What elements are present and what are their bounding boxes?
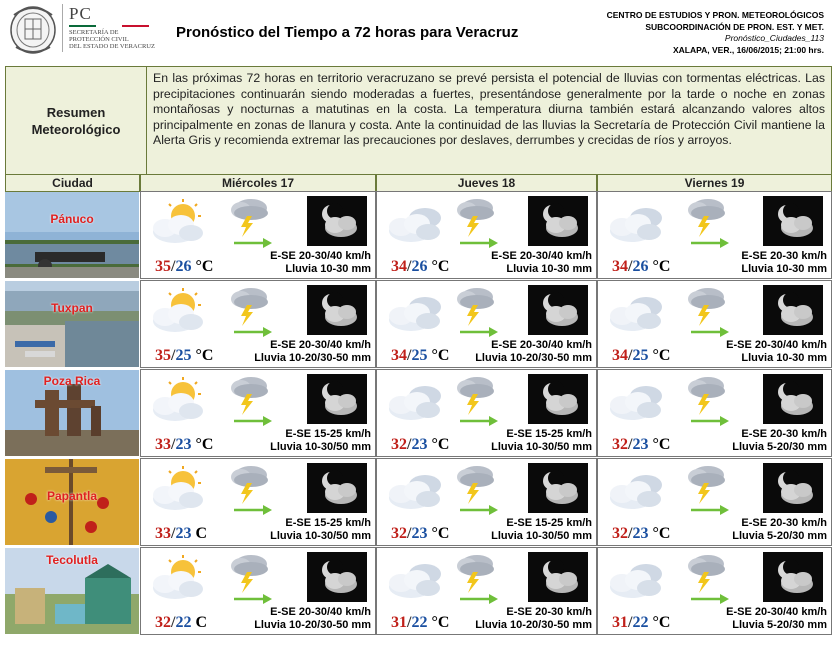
- temp-unit: C: [195, 525, 208, 542]
- day-forecast-cell: [597, 191, 832, 279]
- night-cloudy-icon: [307, 463, 367, 518]
- temp-unit: C: [195, 614, 208, 631]
- city-name: Tuxpan: [51, 301, 93, 315]
- summary-text: En las próximas 72 horas en territorio veracruzano se prevé persista el potencial de lluvias con tormentas eléctricas. Las precipitaciones continuarán siendo moderadas a fuertes, presentándose generalmente por la tarde o noche en zonas montañosas y nocturnas a matutinas en la costa. La temperatura diurna también estará alcanzando valores altos principalmente en zonas de llanura y costa. Ante la continuidad de las lluvias la Secretaría de Protección Civil mantiene la Alerta Gris y recomienda extremar las precauciones por deslaves, derrumbes y crecidas de ríos y arroyos.: [153, 71, 825, 147]
- forecast-id: Pronóstico_Ciudades_113: [724, 33, 824, 43]
- night-cloudy-icon: [528, 196, 588, 251]
- day-forecast-cell: [376, 369, 597, 457]
- night-cloudy-icon: [763, 552, 823, 607]
- wind-text: E-SE 20-30/40 km/h: [270, 250, 371, 262]
- wind-rain-info: [491, 250, 592, 276]
- max-temp: 35: [155, 258, 171, 275]
- flag-green: [69, 25, 96, 27]
- wind-text: E-SE 20-30/40 km/h: [270, 339, 371, 351]
- max-temp: 34: [391, 258, 407, 275]
- min-temp: 23: [632, 436, 649, 453]
- column-header-city: Ciudad: [5, 174, 140, 192]
- table-row: [5, 280, 832, 368]
- wind-text: E-SE 15-25 km/h: [506, 428, 592, 440]
- max-temp: 31: [391, 614, 407, 631]
- min-temp: 23: [632, 525, 649, 542]
- wind-arrow-icon: [690, 236, 730, 254]
- wind-text: E-SE 15-25 km/h: [506, 517, 592, 529]
- max-temp: 32: [612, 436, 628, 453]
- max-temp: 31: [612, 614, 628, 631]
- rain-text: Lluvia 10-30 mm: [285, 263, 371, 275]
- temp-unit: °C: [431, 525, 450, 542]
- issuer-subcoordination: SUBCOORDINACIÓN DE PRON. EST. Y MET.: [645, 21, 824, 32]
- temp-separator: /: [628, 436, 633, 453]
- wind-arrow-icon: [233, 414, 273, 432]
- partly-cloudy-icon: [145, 376, 217, 433]
- day-forecast-cell: [376, 280, 597, 368]
- wind-text: E-SE 20-30/40 km/h: [491, 339, 592, 351]
- table-row: [5, 191, 832, 279]
- rain-text: Lluvia 10-20/30-50 mm: [254, 619, 371, 631]
- min-temp: 25: [175, 347, 192, 364]
- min-temp: 23: [411, 436, 428, 453]
- city-name: Poza Rica: [43, 374, 101, 388]
- cloudy-icon: [602, 198, 674, 255]
- temp-unit: °C: [652, 525, 671, 542]
- temp-separator: /: [407, 614, 412, 631]
- wind-text: E-SE 20-30/40 km/h: [726, 339, 827, 351]
- max-temp: 32: [612, 525, 628, 542]
- wind-arrow-icon: [233, 236, 273, 254]
- cloudy-icon: [381, 465, 453, 522]
- night-cloudy-icon: [528, 552, 588, 607]
- day-forecast-cell: [140, 547, 376, 635]
- min-temp: 22: [632, 614, 649, 631]
- wind-arrow-icon: [690, 592, 730, 610]
- temp-unit: °C: [431, 347, 450, 364]
- temp-unit: °C: [652, 347, 671, 364]
- temperature: [391, 614, 449, 632]
- cloudy-icon: [602, 376, 674, 433]
- cloudy-icon: [381, 198, 453, 255]
- wind-text: E-SE 20-30 km/h: [741, 428, 827, 440]
- wind-rain-info: [270, 250, 371, 276]
- temp-unit: °C: [652, 436, 671, 453]
- table-row: [5, 547, 832, 635]
- temp-separator: /: [407, 436, 412, 453]
- day-forecast-cell: [140, 458, 376, 546]
- min-temp: 26: [175, 258, 192, 275]
- temp-separator: /: [171, 436, 176, 453]
- night-cloudy-icon: [528, 374, 588, 429]
- city-cell: [5, 281, 139, 367]
- rain-text: Lluvia 10-20/30-50 mm: [254, 352, 371, 364]
- wind-rain-info: [254, 606, 371, 632]
- wind-rain-info: [741, 250, 827, 276]
- wind-arrow-icon: [233, 503, 273, 521]
- temperature: [391, 258, 449, 276]
- wind-text: E-SE 20-30 km/h: [741, 517, 827, 529]
- wind-text: E-SE 15-25 km/h: [285, 428, 371, 440]
- pc-logo-line: PROTECCIÓN CIVIL: [69, 36, 129, 43]
- min-temp: 25: [411, 347, 428, 364]
- night-cloudy-icon: [307, 374, 367, 429]
- page-title: Pronóstico del Tiempo a 72 horas para Veracruz: [176, 24, 519, 41]
- max-temp: 33: [155, 525, 171, 542]
- rain-text: Lluvia 5-20/30 mm: [732, 530, 827, 542]
- temp-separator: /: [628, 347, 633, 364]
- rain-text: Lluvia 10-30/50 mm: [491, 441, 592, 453]
- issue-datetime: XALAPA, VER., 16/06/2015; 21:00 hrs.: [672, 44, 824, 55]
- wind-text: E-SE 20-30/40 km/h: [726, 606, 827, 618]
- wind-arrow-icon: [690, 414, 730, 432]
- flag-white: [96, 25, 123, 27]
- temperature: [391, 347, 449, 365]
- max-temp: 32: [391, 436, 407, 453]
- table-row: [5, 369, 832, 457]
- rain-text: Lluvia 5-20/30 mm: [732, 619, 827, 631]
- partly-cloudy-icon: [145, 465, 217, 522]
- temp-separator: /: [171, 525, 176, 542]
- wind-rain-info: [491, 517, 592, 543]
- wind-text: E-SE 20-30/40 km/h: [491, 250, 592, 262]
- night-cloudy-icon: [307, 552, 367, 607]
- min-temp: 23: [175, 525, 192, 542]
- max-temp: 34: [612, 258, 628, 275]
- table-header: [5, 174, 832, 191]
- temperature: [612, 614, 670, 632]
- temp-unit: °C: [431, 614, 450, 631]
- city-photo: [5, 281, 139, 367]
- night-cloudy-icon: [763, 374, 823, 429]
- night-cloudy-icon: [528, 285, 588, 340]
- city-cell: [5, 548, 139, 634]
- temperature: [391, 525, 449, 543]
- city-cell: [5, 459, 139, 545]
- city-photo: [5, 192, 139, 278]
- temp-separator: /: [171, 258, 176, 275]
- day-forecast-cell: [597, 369, 832, 457]
- night-cloudy-icon: [763, 196, 823, 251]
- wind-text: E-SE 20-30 km/h: [741, 250, 827, 262]
- min-temp: 25: [632, 347, 649, 364]
- weather-summary: [5, 66, 832, 175]
- pc-flag-stripe: [69, 25, 149, 27]
- rain-text: Lluvia 5-20/30 mm: [732, 441, 827, 453]
- temp-unit: °C: [652, 614, 671, 631]
- wind-rain-info: [475, 606, 592, 632]
- flag-red: [122, 25, 149, 27]
- wind-rain-info: [270, 428, 371, 454]
- min-temp: 26: [632, 258, 649, 275]
- partly-cloudy-icon: [145, 198, 217, 255]
- city-name: Pánuco: [50, 212, 94, 226]
- day-forecast-cell: [140, 369, 376, 457]
- wind-rain-info: [726, 606, 827, 632]
- night-cloudy-icon: [763, 463, 823, 518]
- min-temp: 23: [175, 436, 192, 453]
- table-row: [5, 458, 832, 546]
- temp-separator: /: [407, 525, 412, 542]
- temp-separator: /: [628, 614, 633, 631]
- day-forecast-cell: [140, 280, 376, 368]
- cloudy-icon: [602, 287, 674, 344]
- wind-rain-info: [270, 517, 371, 543]
- temperature: [612, 258, 670, 276]
- rain-text: Lluvia 10-30 mm: [741, 263, 827, 275]
- rain-text: Lluvia 10-20/30-50 mm: [475, 619, 592, 631]
- night-cloudy-icon: [307, 285, 367, 340]
- rain-text: Lluvia 10-30/50 mm: [491, 530, 592, 542]
- day-forecast-cell: [597, 458, 832, 546]
- cloudy-icon: [602, 554, 674, 611]
- cloudy-icon: [381, 376, 453, 433]
- temperature: [155, 614, 207, 632]
- pc-logo-title: PC: [69, 4, 92, 23]
- min-temp: 22: [411, 614, 428, 631]
- wind-rain-info: [475, 339, 592, 365]
- column-header-day: Miércoles 17: [140, 174, 376, 192]
- wind-rain-info: [726, 339, 827, 365]
- temp-separator: /: [171, 347, 176, 364]
- temp-unit: °C: [431, 436, 450, 453]
- day-forecast-cell: [597, 280, 832, 368]
- issuer-center: CENTRO DE ESTUDIOS Y PRON. METEOROLÓGICOS: [606, 10, 824, 20]
- temp-unit: °C: [195, 436, 214, 453]
- temp-separator: /: [171, 614, 176, 631]
- header: [0, 0, 834, 64]
- wind-text: E-SE 20-30 km/h: [506, 606, 592, 618]
- rain-text: Lluvia 10-20/30-50 mm: [475, 352, 592, 364]
- min-temp: 26: [411, 258, 428, 275]
- day-forecast-cell: [376, 547, 597, 635]
- night-cloudy-icon: [307, 196, 367, 251]
- wind-rain-info: [491, 428, 592, 454]
- city-name: Tecolutla: [46, 553, 98, 567]
- temp-separator: /: [628, 258, 633, 275]
- city-cell: [5, 370, 139, 456]
- rain-text: Lluvia 10-30 mm: [506, 263, 592, 275]
- temp-unit: °C: [195, 258, 214, 275]
- night-cloudy-icon: [763, 285, 823, 340]
- temp-separator: /: [407, 347, 412, 364]
- min-temp: 23: [411, 525, 428, 542]
- cloudy-icon: [381, 554, 453, 611]
- temp-unit: °C: [431, 258, 450, 275]
- max-temp: 34: [612, 347, 628, 364]
- temp-separator: /: [407, 258, 412, 275]
- night-cloudy-icon: [528, 463, 588, 518]
- column-header-day: Jueves 18: [376, 174, 597, 192]
- issuer-info: [607, 10, 824, 56]
- rain-text: Lluvia 10-30 mm: [741, 352, 827, 364]
- cloudy-icon: [602, 465, 674, 522]
- pc-logo: [62, 4, 159, 52]
- day-forecast-cell: [376, 458, 597, 546]
- city-name: Papantla: [46, 489, 97, 503]
- rain-text: Lluvia 10-30/50 mm: [270, 530, 371, 542]
- pc-logo-line: SECRETARÍA DE: [69, 29, 119, 36]
- temperature: [612, 436, 670, 454]
- wind-rain-info: [254, 339, 371, 365]
- temperature: [612, 347, 670, 365]
- max-temp: 35: [155, 347, 171, 364]
- pc-logo-line: DEL ESTADO DE VERACRUZ: [69, 43, 155, 50]
- temperature: [155, 258, 213, 276]
- city-cell: [5, 192, 139, 278]
- partly-cloudy-icon: [145, 554, 217, 611]
- temp-unit: °C: [652, 258, 671, 275]
- veracruz-seal-logo: [6, 3, 60, 55]
- day-forecast-cell: [140, 191, 376, 279]
- max-temp: 33: [155, 436, 171, 453]
- wind-text: E-SE 15-25 km/h: [285, 517, 371, 529]
- wind-arrow-icon: [690, 325, 730, 343]
- wind-text: E-SE 20-30/40 km/h: [270, 606, 371, 618]
- temperature: [155, 525, 207, 543]
- rain-text: Lluvia 10-30/50 mm: [270, 441, 371, 453]
- max-temp: 34: [391, 347, 407, 364]
- partly-cloudy-icon: [145, 287, 217, 344]
- wind-arrow-icon: [690, 503, 730, 521]
- temp-unit: °C: [195, 347, 214, 364]
- max-temp: 32: [155, 614, 171, 631]
- cloudy-icon: [381, 287, 453, 344]
- wind-rain-info: [732, 517, 827, 543]
- day-forecast-cell: [376, 191, 597, 279]
- temp-separator: /: [628, 525, 633, 542]
- column-header-day: Viernes 19: [597, 174, 832, 192]
- temperature: [612, 525, 670, 543]
- temperature: [155, 347, 213, 365]
- wind-rain-info: [732, 428, 827, 454]
- min-temp: 22: [175, 614, 192, 631]
- summary-label: Resumen Meteorológico: [6, 67, 147, 174]
- max-temp: 32: [391, 525, 407, 542]
- day-forecast-cell: [597, 547, 832, 635]
- temperature: [155, 436, 213, 454]
- temperature: [391, 436, 449, 454]
